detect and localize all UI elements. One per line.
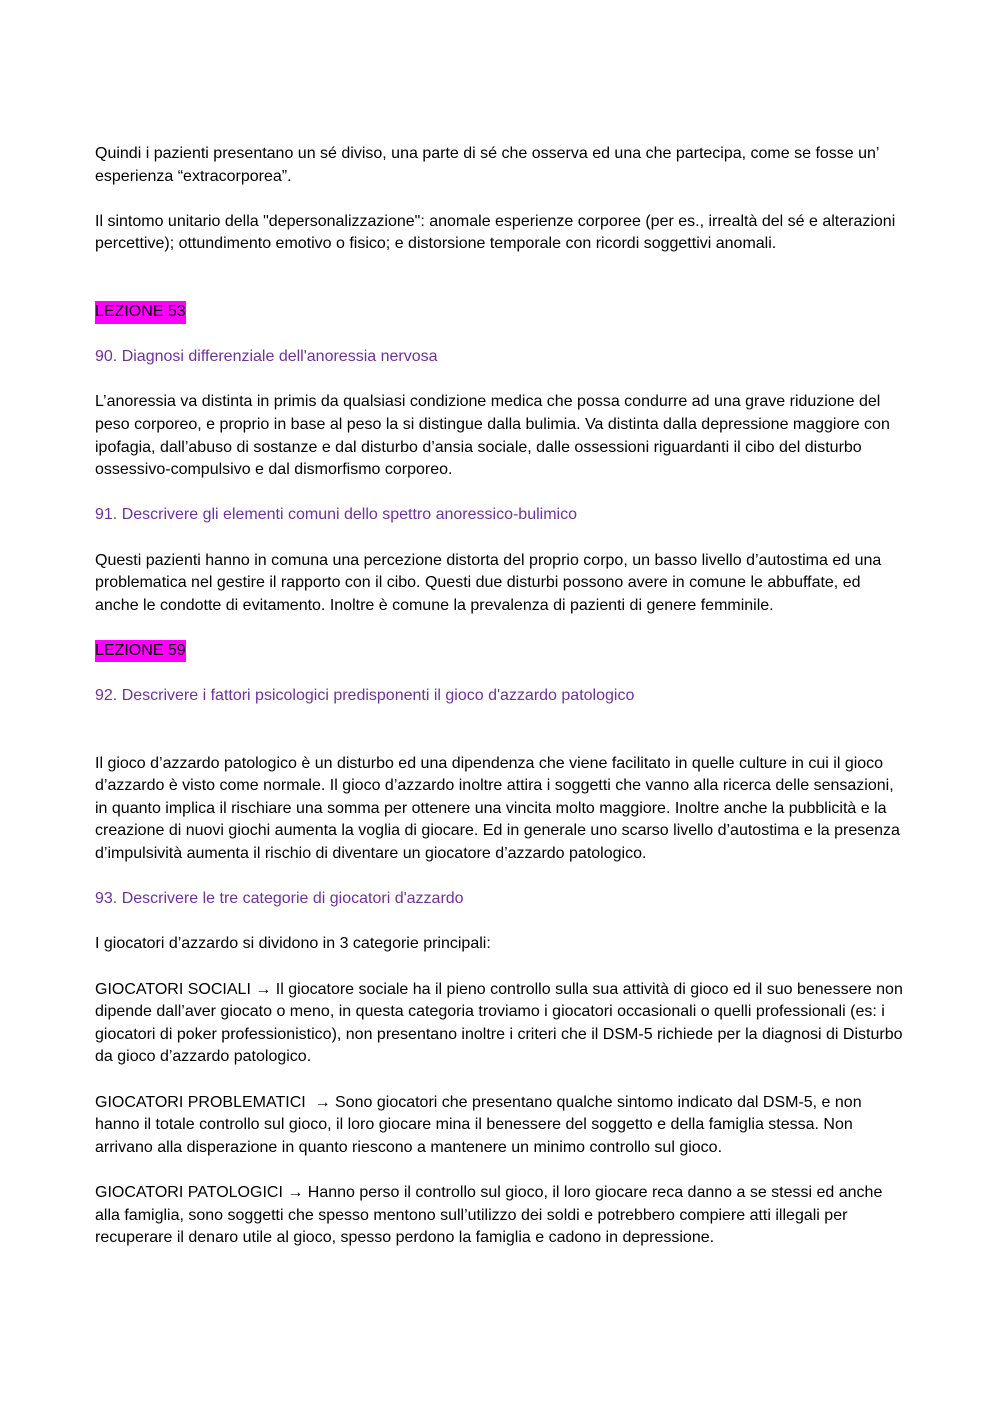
lesson-53-label: LEZIONE 53 <box>95 301 186 324</box>
category-label: GIOCATORI PATOLOGICI <box>95 1183 283 1201</box>
category-label: GIOCATORI SOCIALI <box>95 980 251 998</box>
question-90-heading: 90. Diagnosi differenziale dell'anoressia nervosa <box>95 348 438 366</box>
arrow-right-icon: → <box>314 1093 331 1111</box>
question-93-heading: 93. Descrivere le tre categorie di giocatori d'azzardo <box>95 890 464 908</box>
category-description: Hanno perso il controllo sul gioco, il loro giocare reca danno a se stessi ed anche alla famiglia, sono soggetti che spesso mentono sull’utilizzo dei soldi e potrebbero compiere atti illegali per recuperare il denaro utile al gioco, spesso perdono la famiglia e cadono in depressione. <box>95 1183 883 1247</box>
arrow-right-icon: → <box>287 1183 304 1201</box>
question-93-intro: I giocatori d’azzardo si dividono in 3 categorie principali: <box>95 935 491 953</box>
lesson-59-label: LEZIONE 59 <box>95 640 186 663</box>
category-description: Il giocatore sociale ha il pieno controllo sulla sua attività di gioco ed il suo benessere non dipende dall’aver giocato o meno, in questa categoria troviamo i giocatori occasionali o quelli professionali (es: i giocatori di poker professionistico), non presentano inoltre i criteri che il DSM-5 richiede per la diagnosi di Disturbo da gioco d’azzardo patologico. <box>95 980 903 1066</box>
paragraph-sdoppiamento: Quindi i pazienti presentano un sé diviso, una parte di sé che osserva ed una che partecipa, come se fosse un’ esperienza “extracorporea”. <box>95 145 879 185</box>
question-91-answer: Questi pazienti hanno in comuna una percezione distorta del proprio corpo, un basso livello d’autostima ed una problematica nel gestire il rapporto con il cibo. Questi due disturbi possono avere in comune le abbuffate, ed anche le condotte di evitamento. Inoltre è comune la prevalenza di pazienti di genere femminile. <box>95 551 882 614</box>
arrow-right-icon: → <box>255 980 272 998</box>
document-page <box>95 143 905 1250</box>
question-91-heading: 91. Descrivere gli elementi comuni dello spettro anoressico-bulimico <box>95 506 577 524</box>
category-giocatori-problematici <box>95 1092 905 1160</box>
category-giocatori-patologici <box>95 1182 905 1250</box>
category-description: Sono giocatori che presentano qualche sintomo indicato dal DSM-5, e non hanno il totale controllo sul gioco, il loro giocare mina il benessere del soggetto e della famiglia stessa. Non arrivano alla disperazione in quanto riescono a mantenere un minimo controllo sul gioco. <box>95 1093 862 1156</box>
category-label: GIOCATORI PROBLEMATICI <box>95 1093 306 1111</box>
paragraph-depersonalizzazione: Il sintomo unitario della "depersonalizzazione": anomale esperienze corporee (per es., irrealtà del sé e alterazioni percettive); ottundimento emotivo o fisico; e distorsione temporale con ricordi soggettivi anomali. <box>95 212 896 253</box>
category-giocatori-sociali <box>95 979 905 1069</box>
question-92-answer: Il gioco d’azzardo patologico è un disturbo ed una dipendenza che viene facilitato in quelle culture in cui il gioco d’azzardo è visto come normale. Il gioco d’azzardo inoltre attira i soggetti che vanno alla ricerca delle sensazioni, in quanto implica il rischiare una somma per ottenere una vincita molto maggiore. Inoltre anche la pubblicità e la creazione di nuovi giochi aumenta la voglia di giocare. Ed in generale uno scarso livello d’autostima e la presenza d’impulsività aumenta il rischio di diventare un giocatore d’azzardo patologico. <box>95 754 900 863</box>
question-90-answer: L’anoressia va distinta in primis da qualsiasi condizione medica che possa condurre ad una grave riduzione del peso corporeo, e proprio in base al peso la si distingue dalla bulimia. Va distinta dalla depressione maggiore con ipofagia, dall’abuso di sostanze e dal disturbo d’ansia sociale, dalle ossessioni riguardanti il cibo del disturbo ossessivo-compulsivo e dal dismorfismo corporeo. <box>95 393 890 479</box>
question-92-heading: 92. Descrivere i fattori psicologici predisponenti il gioco d'azzardo patologico <box>95 687 635 705</box>
